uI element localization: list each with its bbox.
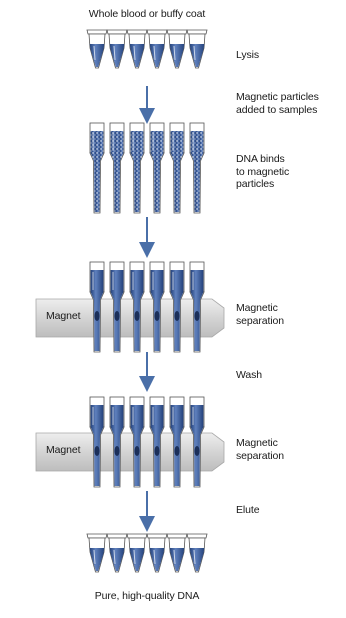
step-label-magnetic-separation-2 [236, 437, 284, 462]
conical-tube [147, 534, 167, 572]
step-label-magnetic-separation-1 [236, 302, 284, 327]
step-label-line: Wash [236, 369, 263, 381]
step-label-dna-binds [236, 153, 289, 191]
conical-tube [127, 534, 147, 572]
step-label-wash [236, 369, 262, 382]
step-label-line: Magnetic particles [236, 91, 319, 103]
conical-tube [107, 534, 127, 572]
tip-tube [190, 123, 204, 213]
tip-tube [150, 123, 164, 213]
tip-tube [170, 123, 184, 213]
step-label-line: to magnetic [236, 165, 290, 178]
step-label-line: Magnetic [236, 302, 278, 314]
bottom-label: Pure, high-quality DNA [94, 590, 200, 602]
step-label-line: Elute [236, 504, 260, 516]
tip-tube [130, 123, 144, 213]
magnet-label-1: Magnet [46, 310, 81, 322]
conical-tube [187, 534, 207, 572]
conical-tube [87, 534, 107, 572]
conical-tube [167, 30, 187, 68]
conical-tube [107, 30, 127, 68]
magnet-label-2: Magnet [46, 444, 81, 456]
step-label-elute [236, 504, 259, 517]
step-label-line: particles [236, 178, 275, 190]
step-label-lysis [236, 49, 259, 62]
tube-row-lysis [87, 30, 207, 68]
tip-tube [110, 123, 124, 213]
step-label-line: Lysis [236, 49, 260, 61]
tube-row-elute [87, 534, 207, 572]
step-label-particles-added [236, 91, 319, 116]
step-label-line: separation [236, 449, 285, 462]
step-label-line: separation [236, 314, 285, 327]
top-label: Whole blood or buffy coat [88, 8, 206, 20]
conical-tube [87, 30, 107, 68]
tip-tube [90, 123, 104, 213]
step-label-line: added to samples [236, 103, 318, 116]
conical-tube [147, 30, 167, 68]
conical-tube [187, 30, 207, 68]
step-label-line: Magnetic [236, 437, 278, 449]
step-label-line: DNA binds [236, 153, 285, 165]
conical-tube [127, 30, 147, 68]
tube-row-particles [90, 123, 204, 213]
conical-tube [167, 534, 187, 572]
